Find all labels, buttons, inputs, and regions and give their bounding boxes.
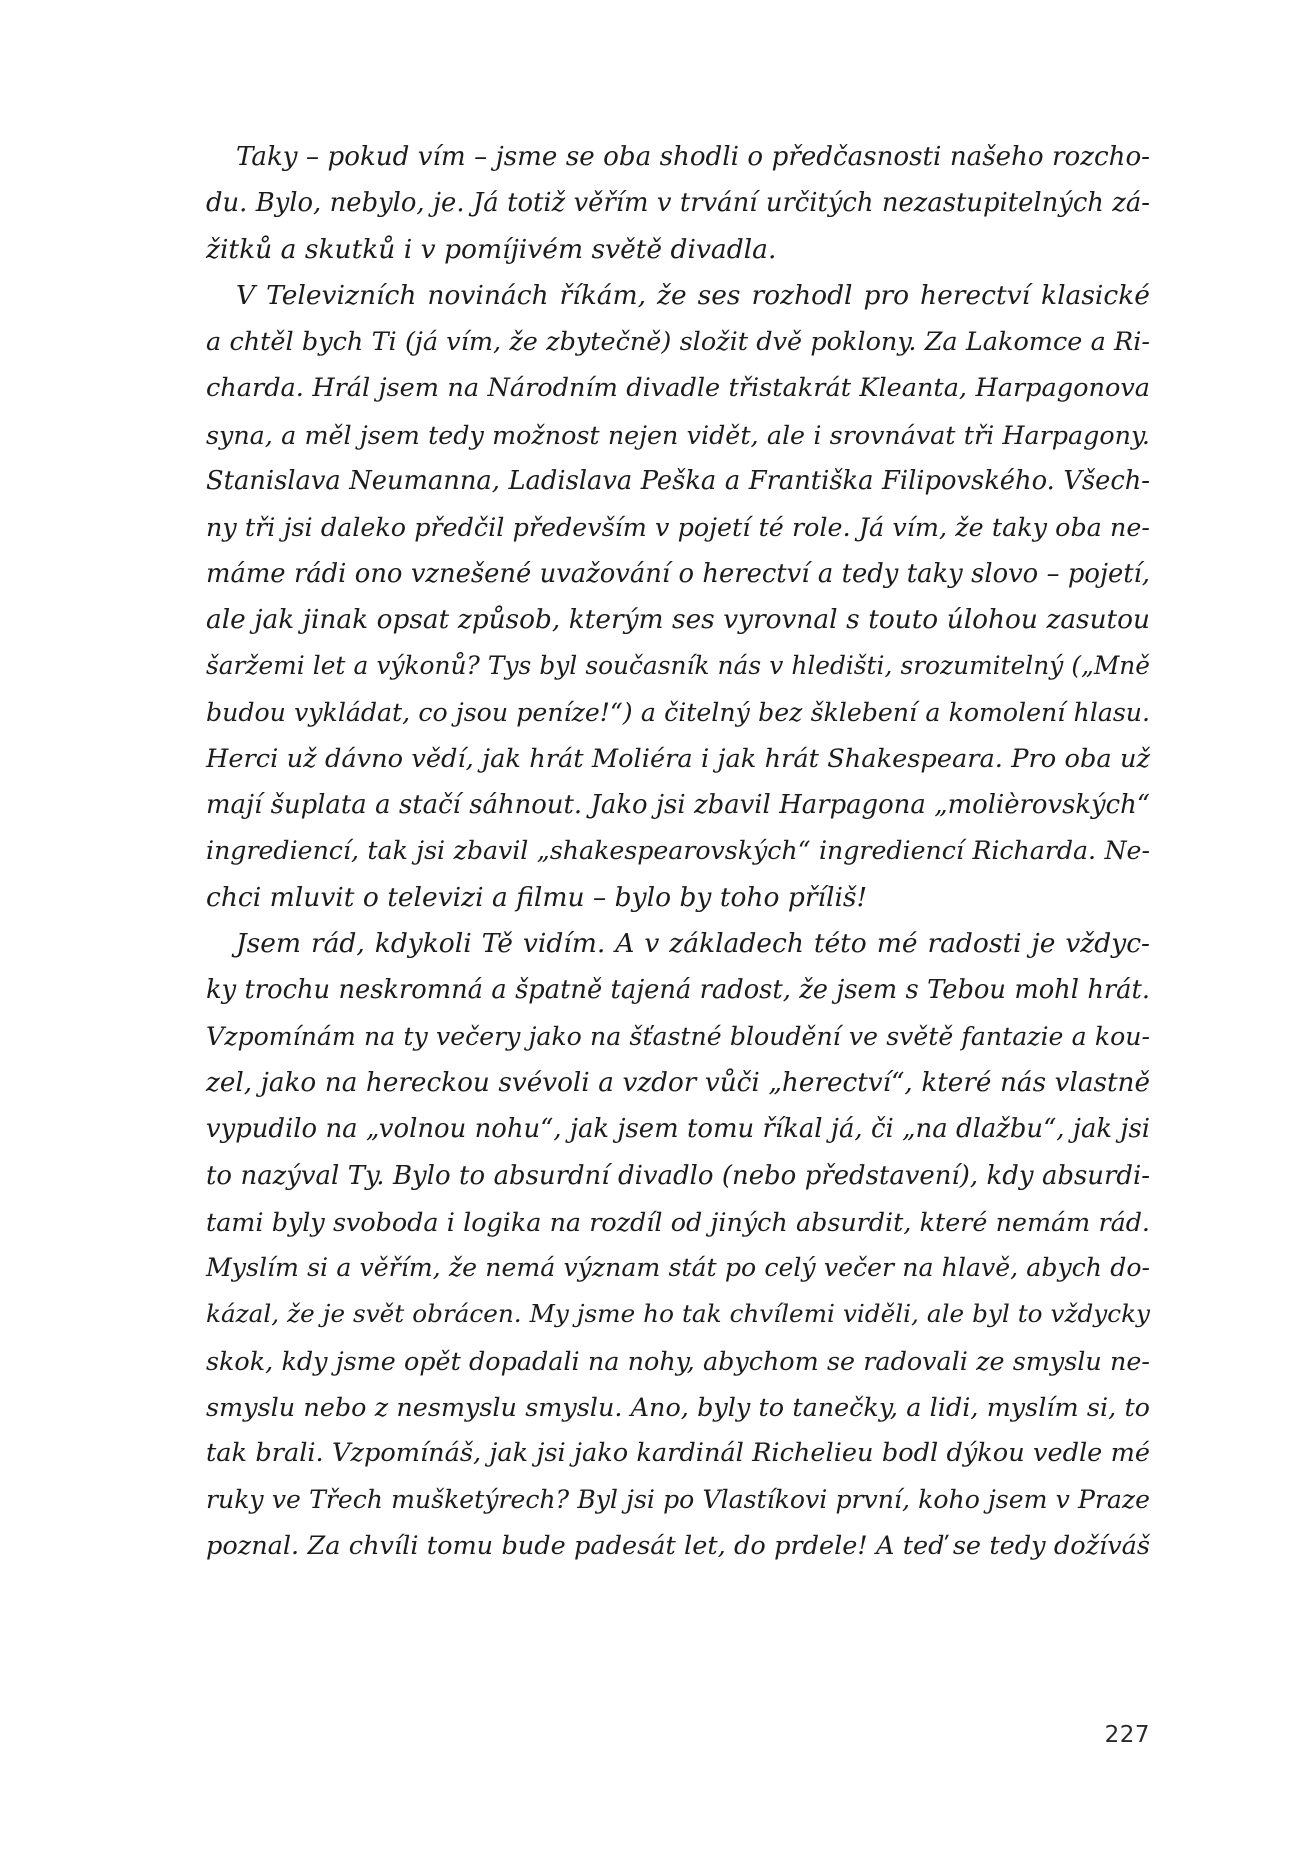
- text-line: skok, kdy jsme opět dopadali na nohy, abychom se radovali ze smyslu ne-: [206, 1345, 1150, 1376]
- text-line: mají šuplata a stačí sáhnout. Jako jsi zbavil Harpagona „molièrovských“: [206, 790, 1150, 821]
- text-line: Myslím si a věřím, že nemá význam stát po celý večer na hlavě, abych do-: [206, 1253, 1150, 1283]
- text-line: kázal, že je svět obrácen. My jsme ho tak chvílemi viděli, ale byl to vždycky: [206, 1299, 1150, 1329]
- paragraph: [206, 921, 1150, 1569]
- text-line: ale jak jinak opsat způsob, kterým ses vyrovnal s touto úlohou zasutou: [206, 604, 1150, 635]
- paragraph: [206, 273, 1150, 921]
- paragraph: [206, 134, 1150, 273]
- text-line: Stanislava Neumanna, Ladislava Peška a Františka Filipovského. Všech-: [206, 466, 1150, 497]
- text-line: tami byly svoboda i logika na rozdíl od jiných absurdit, které nemám rád.: [206, 1206, 1150, 1237]
- text-line: máme rádi ono vznešené uvažování o herectví a tedy taky slovo – pojetí,: [206, 558, 1150, 589]
- text-line: V Televizních novinách říkám, že ses rozhodl pro herectví klasické: [236, 279, 1150, 311]
- text-line: ny tři jsi daleko předčil především v pojetí té role. Já vím, že taky oba ne-: [206, 512, 1150, 543]
- body-text: [206, 134, 1150, 1569]
- text-line: žitků a skutků i v pomíjivém světě divadla.: [206, 233, 777, 265]
- text-line: ingrediencí, tak jsi zbavil „shakespearovských“ ingrediencí Richarda. Ne-: [206, 836, 1150, 866]
- text-line: smyslu nebo z nesmyslu smyslu. Ano, byly to tanečky, a lidi, myslím si, to: [206, 1392, 1150, 1423]
- text-line: Herci už dávno vědí, jak hrát Moliéra i jak hrát Shakespeara. Pro oba už: [206, 743, 1150, 774]
- text-line: Taky – pokud vím – jsme se oba shodli o předčasnosti našeho rozcho-: [236, 142, 1150, 172]
- text-line: šaržemi let a výkonů? Tys byl současník nás v hledišti, srozumitelný („Mně: [206, 651, 1150, 681]
- text-line: vypudilo na „volnou nohu“, jak jsem tomu říkal já, či „na dlažbu“, jak jsi: [206, 1114, 1150, 1145]
- text-line: tak brali. Vzpomínáš, jak jsi jako kardinál Richelieu bodl dýkou vedle mé: [206, 1438, 1150, 1469]
- text-line: Vzpomínám na ty večery jako na šťastné bloudění ve světě fantazie a kou-: [206, 1021, 1150, 1051]
- text-line: charda. Hrál jsem na Národním divadle třistakrát Kleanta, Harpagonova: [206, 373, 1150, 404]
- text-line: du. Bylo, nebylo, je. Já totiž věřím v trvání určitých nezastupitelných zá-: [206, 188, 1150, 219]
- text-line: Jsem rád, kdykoli Tě vidím. A v základech této mé radosti je vždyc-: [236, 928, 1150, 960]
- text-line: a chtěl bych Ti (já vím, že zbytečně) složit dvě poklony. Za Lakomce a Ri-: [206, 327, 1150, 358]
- text-line: zel, jako na hereckou svévoli a vzdor vůči „herectví“, které nás vlastně: [206, 1067, 1150, 1098]
- text-line: poznal. Za chvíli tomu bude padesát let, do prdele! A teď se tedy dožíváš: [206, 1530, 1150, 1561]
- text-line: ruky ve Třech mušketýrech? Byl jsi po Vlastíkovi první, koho jsem v Praze: [206, 1484, 1150, 1514]
- text-line: ky trochu neskromná a špatně tajená radost, že jsem s Tebou mohl hrát.: [206, 975, 1150, 1006]
- page-number: 227: [1104, 1722, 1150, 1748]
- text-line: chci mluvit o televizi a filmu – bylo by toho příliš!: [206, 881, 868, 913]
- text-line: syna, a měl jsem tedy možnost nejen vidět, ale i srovnávat tři Harpagony.: [206, 419, 1150, 450]
- text-line: budou vykládat, co jsou peníze!“) a čitelný bez šklebení a komolení hlasu.: [206, 697, 1150, 727]
- text-line: to nazýval Ty. Bylo to absurdní divadlo (nebo představení), kdy absurdi-: [206, 1160, 1150, 1191]
